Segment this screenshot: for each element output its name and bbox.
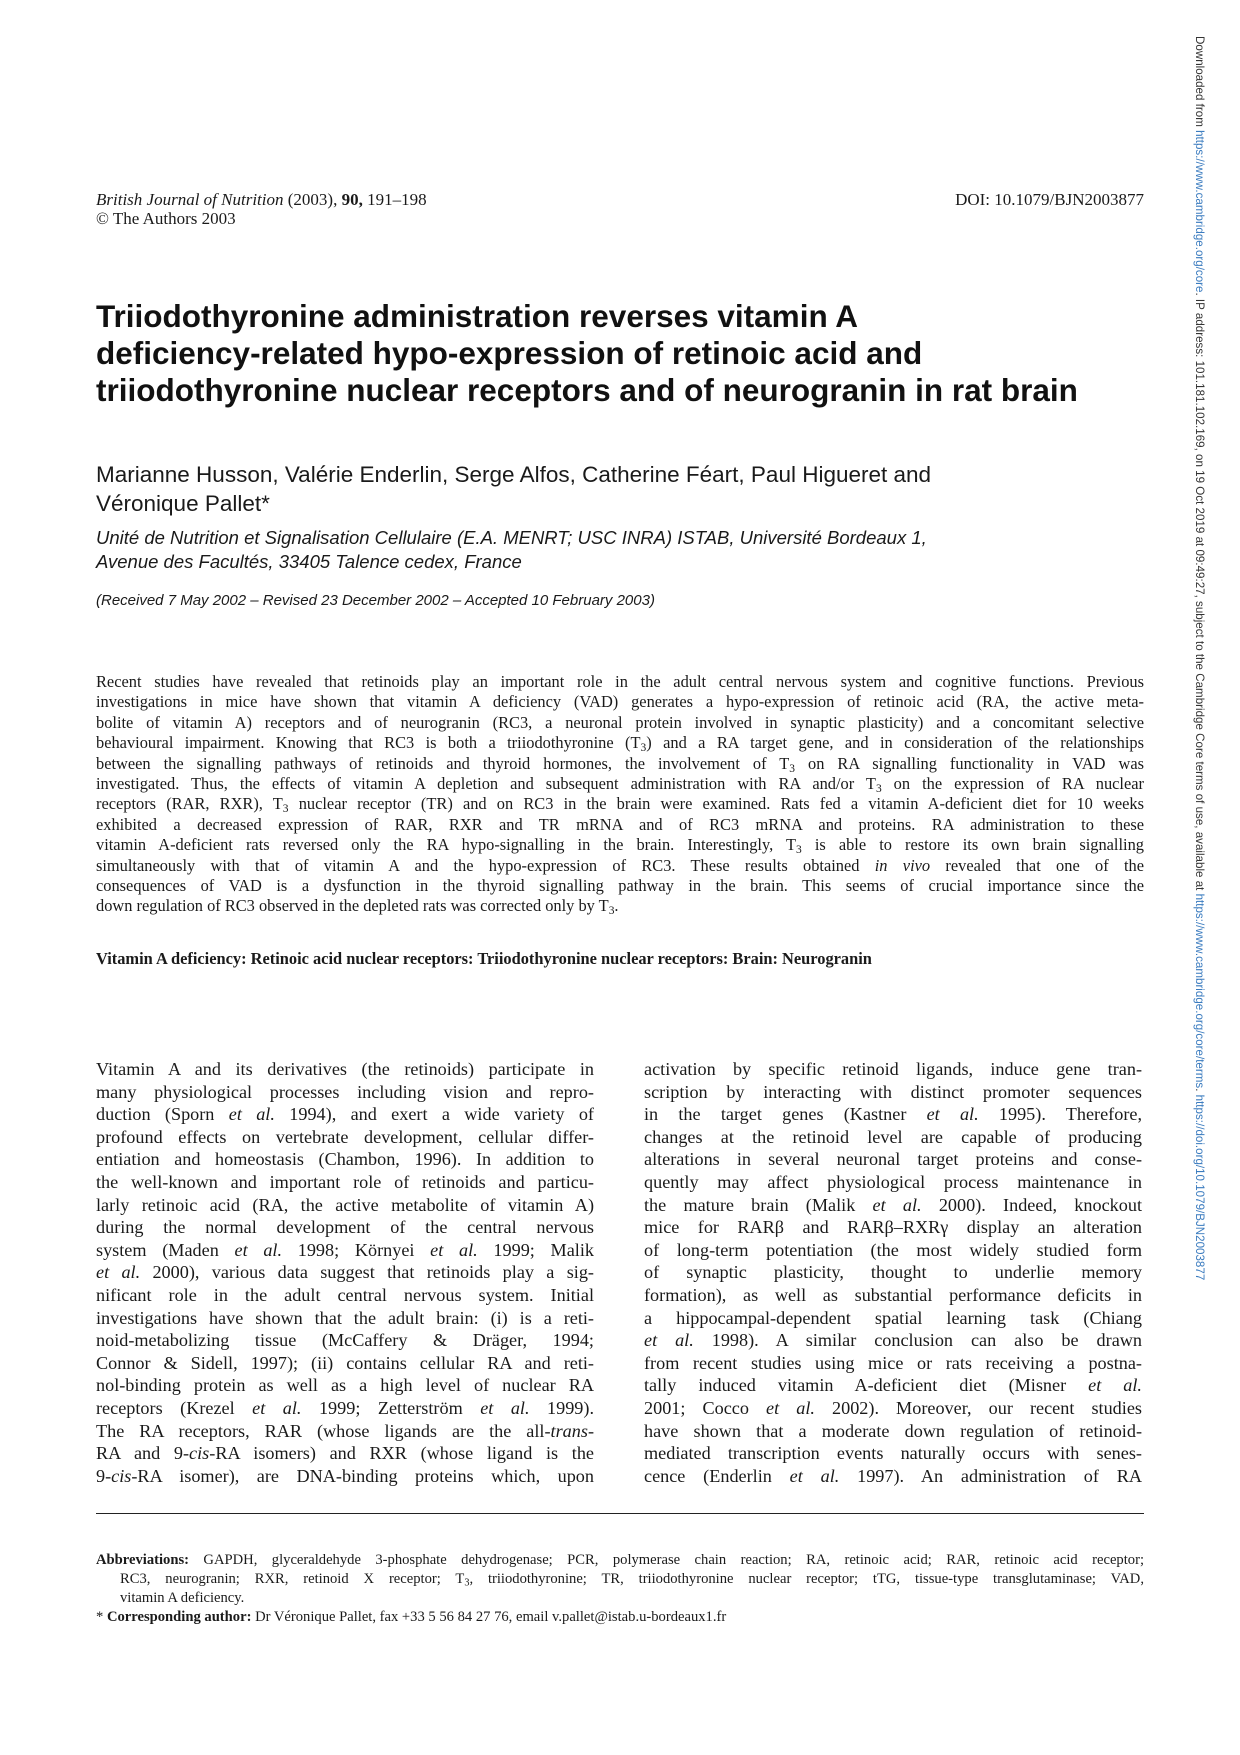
body-line: have shown that a moderate down regulation of retinoid- bbox=[644, 1420, 1142, 1441]
body-line: nol-binding protein as well as a high level of nuclear RA bbox=[96, 1375, 594, 1396]
body-line: tally induced vitamin A-deficient diet (Misner et al. bbox=[644, 1375, 1142, 1396]
affiliation-line: Avenue des Facultés, 33405 Talence cedex, France bbox=[96, 551, 522, 572]
abstract-line: simultaneously with that of vitamin A and the hypo-expression of RC3. These results obtained in vivo revealed that one of the bbox=[96, 855, 1144, 875]
cambridge-core-link[interactable]: https://www.cambridge.org/core bbox=[1193, 130, 1206, 293]
body-line: the well-known and important role of retinoids and particu- bbox=[96, 1171, 594, 1192]
body-line: larly retinoic acid (RA, the active metabolite of vitamin A) bbox=[96, 1194, 594, 1215]
footnote-divider bbox=[96, 1513, 1144, 1514]
journal-citation bbox=[96, 190, 427, 210]
footnotes bbox=[96, 1551, 1144, 1627]
abbreviations-label: Abbreviations: bbox=[96, 1552, 189, 1568]
author-list bbox=[96, 460, 1156, 518]
body-line: profound effects on vertebrate development, cellular differ- bbox=[96, 1126, 594, 1147]
affiliation-line: Unité de Nutrition et Signalisation Cellulaire (E.A. MENRT; USC INRA) ISTAB, Université Bordeaux 1, bbox=[96, 527, 927, 548]
body-line: Vitamin A and its derivatives (the retinoids) participate in bbox=[96, 1059, 594, 1079]
abstract-line: Recent studies have revealed that retinoids play an important role in the adult central nervous system and cognitive functions. Previous bbox=[96, 672, 1144, 691]
journal-name: British Journal of Nutrition bbox=[96, 190, 284, 209]
copyright-notice: © The Authors 2003 bbox=[96, 209, 236, 228]
journal-pages: 191–198 bbox=[367, 190, 427, 209]
body-line: duction (Sporn et al. 1994), and exert a wide variety of bbox=[96, 1104, 594, 1125]
abbreviations-footnote bbox=[96, 1551, 1144, 1608]
abstract-line: down regulation of RC3 observed in the depleted rats was corrected only by $T_3$. bbox=[96, 896, 619, 918]
footnote-line: * Corresponding author: Dr Véronique Pallet, fax +33 5 56 84 27 76, email v.pallet@istab.u-bordeaux1.fr bbox=[96, 1609, 727, 1625]
abstract-line: bolite of vitamin A) receptors and of neurogranin (RC3, a neuronal protein involved in synaptic plasticity) and a concomitant selective bbox=[96, 712, 1144, 732]
corresponding-author-label: Corresponding author: bbox=[106, 1609, 252, 1625]
author-line: Véronique Pallet* bbox=[96, 491, 270, 516]
abstract-line: investigated. Thus, the effects of vitamin A depletion and subsequent administration with RA and/or $T_3$ on the expression of RA nuclear bbox=[96, 774, 1144, 795]
body-line: 9-cis-RA isomer), are DNA-binding proteins which, upon bbox=[96, 1465, 594, 1486]
journal-volume: 90, bbox=[341, 190, 363, 209]
abstract-line: between the signalling pathways of retinoids and thyroid hormones, the involvement of $T_3$ on RA signalling functionality in VAD was bbox=[96, 753, 1145, 775]
abstract-line: vitamin A-deficient rats reversed only the RA hypo-signalling in the brain. Interestingly, $T_3$ is able to restore its own brain signalling bbox=[96, 835, 1144, 857]
body-line: et al. 2000), various data suggest that retinoids play a sig- bbox=[96, 1262, 594, 1283]
body-line: alterations in several neuronal target proteins and conse- bbox=[644, 1149, 1142, 1170]
body-line: scription by interacting with distinct promoter sequences bbox=[644, 1081, 1142, 1102]
abstract-line: investigations in mice have shown that vitamin A deficiency (VAD) generates a hypo-expression of retinoic acid (RA, the active meta- bbox=[96, 692, 1144, 712]
body-line: quently may affect physiological process maintenance in bbox=[644, 1171, 1142, 1192]
body-line: receptors (Krezel et al. 1999; Zetterström et al. 1999). bbox=[96, 1397, 594, 1418]
footnote-line: Abbreviations: GAPDH, glyceraldehyde 3-phosphate dehydrogenase; PCR, polymerase chain reaction; RA, retinoic acid; RAR, retinoic acid receptor; bbox=[96, 1552, 1144, 1568]
body-line: The RA receptors, RAR (whose ligands are the all-trans- bbox=[96, 1420, 594, 1441]
body-line: in the target genes (Kastner et al. 1995). Therefore, bbox=[644, 1104, 1142, 1125]
title-line: triiodothyronine nuclear receptors and of neurogranin in rat brain bbox=[96, 372, 1078, 408]
abstract-line: receptors (RAR, RXR), $T_3$ nuclear receptor (TR) and on RC3 in the brain were examined. Rats fed a vitamin A-deficient diet for 10 weeks bbox=[96, 794, 1144, 816]
body-line: nificant role in the adult central nervous system. Initial bbox=[96, 1284, 594, 1305]
body-line: a hippocampal-dependent spatial learning task (Chiang bbox=[644, 1307, 1142, 1328]
abstract-line: behavioural impairment. Knowing that RC3 is both a triiodothyronine $(T_3)$ and a RA target gene, and in consideration of the relationships bbox=[96, 733, 1144, 755]
body-line: the mature brain (Malik et al. 2000). Indeed, knockout bbox=[644, 1194, 1142, 1215]
title-line: Triiodothyronine administration reverses vitamin A bbox=[96, 298, 859, 334]
body-line: mice for RARβ and RARβ–RXRγ display an alteration bbox=[644, 1217, 1142, 1238]
body-line: entiation and homeostasis (Chambon, 1996). In addition to bbox=[96, 1149, 594, 1170]
body-line: formation), as well as substantial performance deficits in bbox=[644, 1284, 1142, 1305]
abstract bbox=[96, 672, 1144, 917]
body-line: of long-term potentiation (the most widely studied form bbox=[644, 1239, 1142, 1260]
body-line: 2001; Cocco et al. 2002). Moreover, our recent studies bbox=[644, 1397, 1142, 1418]
body-column-left bbox=[96, 1058, 594, 1487]
received-dates: (Received 7 May 2002 – Revised 23 December 2002 – Accepted 10 February 2003) bbox=[96, 592, 655, 609]
footnote-line: vitamin A deficiency. bbox=[120, 1590, 245, 1606]
body-line: mediated transcription events naturally occurs with senes- bbox=[644, 1443, 1142, 1464]
corresponding-author-footnote bbox=[96, 1608, 1144, 1627]
affiliation bbox=[96, 526, 1156, 574]
journal-year: (2003), bbox=[287, 190, 338, 209]
author-line: Marianne Husson, Valérie Enderlin, Serge Alfos, Catherine Féart, Paul Higueret and bbox=[96, 462, 932, 487]
body-line: noid-metabolizing tissue (McCaffery & Dräger, 1994; bbox=[96, 1330, 594, 1351]
body-line: system (Maden et al. 1998; Környei et al. 1999; Malik bbox=[96, 1239, 594, 1260]
body-column-right bbox=[644, 1058, 1142, 1487]
body-line: activation by specific retinoid ligands, induce gene tran- bbox=[644, 1059, 1142, 1079]
body-line: changes at the retinoid level are capable of producing bbox=[644, 1126, 1142, 1147]
abstract-line: exhibited a decreased expression of RAR, RXR and TR mRNA and of RC3 mRNA and proteins. RA administration to these bbox=[96, 814, 1144, 834]
body-line: cence (Enderlin et al. 1997). An administration of RA bbox=[644, 1465, 1142, 1486]
body-line: many physiological processes including vision and repro- bbox=[96, 1081, 594, 1102]
body-line: of synaptic plasticity, thought to underlie memory bbox=[644, 1262, 1142, 1283]
body-line: et al. 1998). A similar conclusion can also be drawn bbox=[644, 1330, 1142, 1351]
download-notice: Downloaded from https://www.cambridge.org/core. IP address: 101.181.102.169, on 19 Oct 2019 at 09:49:27, subject to the Cambridge Core terms of use, available at https://www.cambridge.org/core/terms. https://doi.org/10.1079/BJN2003877 bbox=[1193, 36, 1206, 1281]
terms-link[interactable]: https://www.cambridge.org/core/terms bbox=[1193, 893, 1206, 1089]
keywords: Vitamin A deficiency: Retinoic acid nuclear receptors: Triiodothyronine nuclear receptors: Brain: Neurogranin bbox=[96, 949, 872, 968]
doi: DOI: 10.1079/BJN2003877 bbox=[955, 190, 1144, 209]
title-line: deficiency-related hypo-expression of retinoic acid and bbox=[96, 335, 923, 371]
body-line: investigations have shown that the adult brain: (i) is a reti- bbox=[96, 1307, 594, 1328]
article-title bbox=[96, 298, 1156, 409]
body-line: from recent studies using mice or rats receiving a postna- bbox=[644, 1352, 1142, 1373]
abstract-line: consequences of VAD is a dysfunction in the thyroid signalling pathway in the brain. This seems of crucial importance since the bbox=[96, 876, 1144, 896]
body-line: Connor & Sidell, 1997); (ii) contains cellular RA and reti- bbox=[96, 1352, 594, 1373]
footnote-line: RC3, neurogranin; RXR, retinoid X receptor; $T_3$, triiodothyronine; TR, triiodothyronine nuclear receptor; tTG, tissue-type transglutaminase; VAD, bbox=[120, 1571, 1144, 1589]
body-line: RA and 9-cis-RA isomers) and RXR (whose ligand is the bbox=[96, 1443, 595, 1464]
body-line: during the normal development of the central nervous bbox=[96, 1217, 594, 1238]
doi-link[interactable]: https://doi.org/10.1079/BJN2003877 bbox=[1193, 1094, 1206, 1281]
